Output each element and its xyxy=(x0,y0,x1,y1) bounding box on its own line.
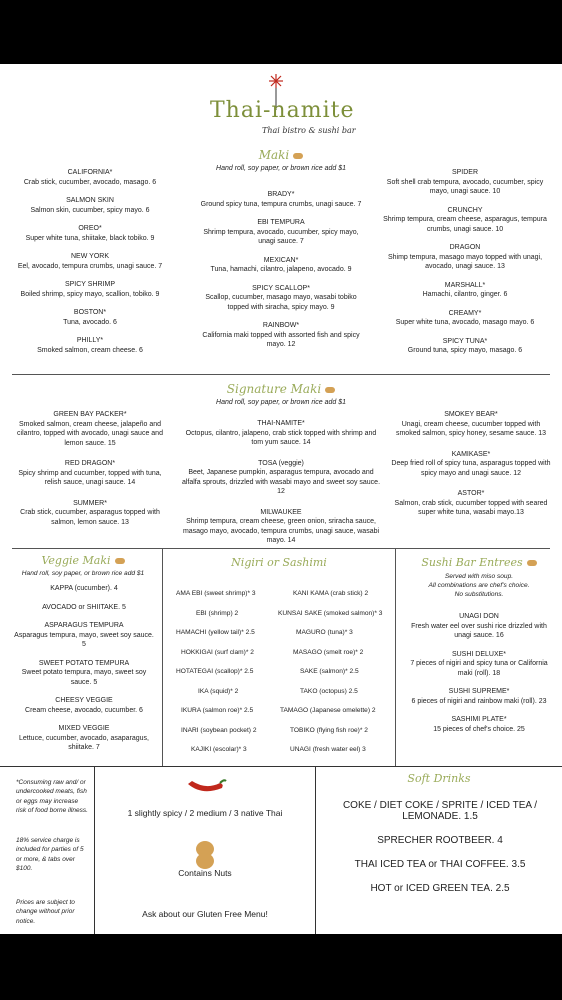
divider xyxy=(315,766,316,934)
menu-item: EBI TEMPURA Shrimp tempura, avocado, cucumber, spicy mayo, unagi sauce. 7 xyxy=(203,219,359,245)
menu-item: ASTOR* Salmon, crab stick, cucumber topped with seared super white tuna, wasabi mayo.13 xyxy=(394,490,548,516)
peanut-icon xyxy=(115,558,125,564)
divider xyxy=(162,548,163,766)
signature-right-column xyxy=(390,410,552,527)
menu-item: SUSHI DELUXE* 7 pieces of nigiri and spicy tuna or California maki (roll). 18 xyxy=(410,650,548,677)
list-item: KUNSAI SAKE (smoked salmon)* 3 xyxy=(278,609,383,617)
menu-item: MILWAUKEE Shrimp tempura, cream cheese, green onion, sriracha sauce, masago mayo, avocado, tempura crumbs, unagi sauce, wasabi mayo. 14 xyxy=(182,508,380,544)
veggie-column xyxy=(14,584,154,762)
nigiri-title: Nigiri or Sashimi xyxy=(231,556,327,569)
list-item: TOBIKO (flying fish roe)* 2 xyxy=(290,726,368,734)
list-item: HOT or ICED GREEN TEA. 2.5 xyxy=(370,883,510,894)
menu-item: SPIDER Soft shell crab tempura, avocado, cucumber, spicy mayo, unagi sauce. 10 xyxy=(386,169,544,195)
veggie-note: Hand roll, soy paper, or brown rice add $1 xyxy=(21,570,145,577)
menu-item: UNAGI DON Fresh water eel over sushi rice drizzled with unagi sauce. 16 xyxy=(411,613,547,639)
list-item: KAJIKI (escolar)* 3 xyxy=(191,746,247,753)
menu-item: GREEN BAY PACKER* Smoked salmon, cream cheese, jalapeño and cilantro, topped with avocado, unagi sauce and lemon sauce. 15 xyxy=(17,411,163,447)
list-item: THAI ICED TEA or THAI COFFEE. 3.5 xyxy=(354,859,526,870)
menu-item: RED DRAGON* Spicy shrimp and cucumber, topped with tuna, relish sauce, unagi sauce. 14 xyxy=(18,460,162,486)
divider xyxy=(94,766,95,934)
menu-item: MIXED VEGGIE Lettuce, cucumber, avocado, asaparagus, shiitake. 7 xyxy=(19,725,149,751)
maki-title: Maki xyxy=(258,148,290,162)
signature-middle-column xyxy=(180,419,382,555)
raw-warning: *Consuming raw and/ or undercooked meats, fish or eggs may increase risk of food borne illness. xyxy=(16,779,88,815)
list-item: IKURA (salmon roe)* 2.5 xyxy=(181,707,254,714)
list-item: SAKE (salmon)* 2.5 xyxy=(300,668,359,675)
menu-item: SWEET POTATO TEMPURA Sweet potato tempura, mayo, sweet soy sauce. 5 xyxy=(21,659,147,686)
brand-name: Thai-namite xyxy=(210,98,355,123)
signature-title: Signature Maki xyxy=(226,382,322,396)
maki-note: Hand roll, soy paper, or brown rice add $1 xyxy=(216,165,346,172)
menu-item: NEW YORK Eel, avocado, tempura crumbs, unagi sauce. 7 xyxy=(17,253,163,270)
list-item: TAMAGO (Japanese omelette) 2 xyxy=(280,707,376,714)
veggie-header xyxy=(10,554,156,577)
veggie-title: Veggie Maki xyxy=(41,554,111,567)
price-note: Prices are subject to change without prior notice. xyxy=(16,899,75,925)
spice-legend: 1 slightly spicy / 2 medium / 3 native Thai xyxy=(127,808,283,818)
menu-item: CREAMY* Super white tuna, avocado, masago mayo. 6 xyxy=(395,309,535,326)
list-item: MAGURO (tuna)* 3 xyxy=(296,629,353,636)
signature-note: Hand roll, soy paper, or brown rice add $1 xyxy=(216,399,346,406)
signature-left-column xyxy=(10,410,170,536)
menu-item: CHEESY VEGGIE Cream cheese, avocado, cucumber. 6 xyxy=(25,697,143,714)
menu-item: SPICY SCALLOP* Scallop, cucumber, masago mayo, wasabi tobiko topped with siracha, spicy mayo. 9 xyxy=(205,284,357,311)
menu-item: RAINBOW* California maki topped with assorted fish and spicy mayo. 12 xyxy=(202,322,360,348)
list-item: UNAGI (fresh water eel) 3 xyxy=(290,746,366,753)
entrees-note: Served with miso soup. xyxy=(444,573,514,580)
list-item: IKA (squid)* 2 xyxy=(198,687,239,695)
nigiri-right-column xyxy=(278,590,392,766)
drinks-title: Soft Drinks xyxy=(407,772,471,785)
menu-item: SUMMER* Crab stick, cucumber, asparagus topped with salmon, lemon sauce. 13 xyxy=(20,499,160,526)
list-item: EBI (shrimp) 2 xyxy=(196,609,239,617)
menu-item: KAPPA (cucumber). 4 xyxy=(50,585,118,592)
menu-item: SMOKEY BEAR* Unagi, cream cheese, cucumber topped with smoked salmon, spicy honey, sesame sauce. 13 xyxy=(395,411,547,437)
maki-right-column xyxy=(380,168,550,365)
menu-page xyxy=(0,64,562,934)
peanut-icon xyxy=(527,560,537,566)
entrees-note: No substitutions. xyxy=(454,591,504,598)
menu-item: DRAGON Shimp tempura, masago mayo topped with unagi, avocado, unagi sauce. 13 xyxy=(387,244,543,270)
peanut-icon xyxy=(293,153,303,159)
menu-item: MEXICAN* Tuna, hamachi, cilantro, jalapeno, avocado. 9 xyxy=(210,256,352,273)
menu-item: SALMON SKIN Salmon skin, cucumber, spicy mayo. 6 xyxy=(30,197,150,214)
menu-item: AVOCADO or SHIITAKE. 5 xyxy=(42,603,126,611)
menu-item: MARSHALL* Hamachi, cilantro, ginger. 6 xyxy=(422,281,508,298)
divider xyxy=(395,548,396,766)
list-item: INARI (soybean pocket) 2 xyxy=(181,726,257,734)
divider xyxy=(12,548,550,549)
list-item: HOTATEGAI (scallop)* 2.5 xyxy=(176,668,254,675)
menu-item: CRUNCHY Shrimp tempura, cream cheese, asparagus, tempura crumbs, unagi sauce. 10 xyxy=(383,206,547,233)
peanut-icon xyxy=(325,387,335,393)
nigiri-left-column xyxy=(176,590,286,766)
menu-item: KAMIKASE* Deep fried roll of spicy tuna, asparagus topped with spicy mayo and unagi sauce. 12 xyxy=(391,450,551,477)
drinks-list xyxy=(330,800,550,907)
entrees-column xyxy=(404,612,554,743)
menu-item: ASPARAGUS TEMPURA Asparagus tempura, mayo, sweet soy sauce. 5 xyxy=(14,622,154,648)
menu-item: SASHIMI PLATE* 15 pieces of chef's choice. 25 xyxy=(433,716,525,733)
list-item: SPRECHER ROOTBEER. 4 xyxy=(377,835,503,846)
menu-item: SPICY SHRIMP Boiled shrimp, spicy mayo, scallion, tobiko. 9 xyxy=(20,281,160,298)
entrees-note: All combinations are chef's choice. xyxy=(428,582,530,589)
entrees-header xyxy=(400,556,558,599)
gluten-free-note: Ask about our Gluten Free Menu! xyxy=(142,909,268,919)
list-item: COKE / DIET COKE / SPRITE / ICED TEA / LEMONADE. 1.5 xyxy=(342,800,538,822)
peanut-icon xyxy=(192,840,218,870)
brand-tagline: Thai bistro & sushi bar xyxy=(262,126,356,135)
chili-pepper-icon xyxy=(184,776,228,798)
list-item: HOKKIGAI (surf clam)* 2 xyxy=(181,648,254,656)
service-charge-note: 18% service charge is included for parties of 5 or more, & tabs over $100. xyxy=(16,837,84,873)
divider xyxy=(0,766,562,767)
menu-item: SPICY TUNA* Ground tuna, spicy mayo, masago. 6 xyxy=(407,337,523,354)
menu-item: PHILLY* Smoked salmon, cream cheese. 6 xyxy=(37,337,143,354)
maki-left-column xyxy=(10,168,170,364)
menu-item: OREO* Super white tuna, shiitake, black tobiko. 9 xyxy=(25,225,155,242)
menu-item: TOSA (veggie) Beet, Japanese pumpkin, asparagus tempura, avocado and alfalfa sprouts, drizzled with wasabi mayo and sweet soy sauce. 12 xyxy=(181,459,381,495)
list-item: TAKO (octopus) 2.5 xyxy=(300,687,358,695)
signature-header xyxy=(0,382,562,406)
list-item: AMA EBI (sweet shrimp)* 3 xyxy=(176,590,256,597)
menu-item: BRADY* Ground spicy tuna, tempura crumbs, unagi sauce. 7 xyxy=(200,191,362,208)
maki-middle-column xyxy=(194,190,368,359)
menu-item: THAI-NAMITE* Octopus, cilantro, jalapeno, crab stick topped with shrimp and tom yum sauce. 14 xyxy=(185,420,377,446)
list-item: HAMACHI (yellow tail)* 2.5 xyxy=(176,629,255,636)
nuts-legend: Contains Nuts xyxy=(178,868,232,878)
menu-item: CALIFORNIA* Crab stick, cucumber, avocado, masago. 6 xyxy=(23,169,157,186)
divider xyxy=(12,374,550,375)
list-item: MASAGO (smelt roe)* 2 xyxy=(293,648,364,656)
entrees-title: Sushi Bar Entrees xyxy=(421,556,523,569)
list-item: KANI KAMA (crab stick) 2 xyxy=(293,590,369,597)
menu-item: BOSTON* Tuna, avocado. 6 xyxy=(63,309,117,326)
menu-item: SUSHI SUPREME* 6 pieces of nigiri and rainbow maki (roll). 23 xyxy=(411,688,547,705)
